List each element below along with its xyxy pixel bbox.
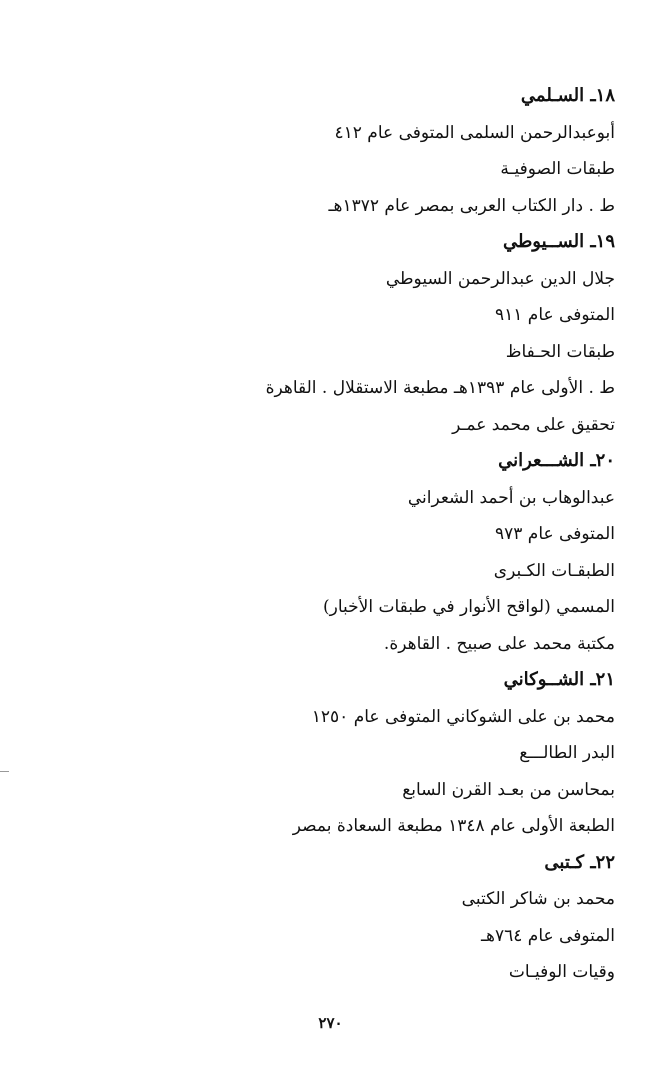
entry-line: وقيات الوفيـات xyxy=(508,962,615,982)
entry-line: محمد بن شاكر الكتبى xyxy=(461,889,615,909)
entry-line: المتوفى عام ٩٧٣ xyxy=(494,524,615,544)
entry-heading: ١٩ـ الســيوطي xyxy=(502,231,615,252)
entry-line: ط . الأولى عام ١٣٩٣هـ مطبعة الاستقلال . القاهرة xyxy=(265,378,615,398)
entry-line: مكتبة محمد على صبيح . القاهرة. xyxy=(383,633,615,654)
entry-line: طبقات الصوفيـة xyxy=(500,159,615,179)
entry-line: المتوفى عام ٩١١ xyxy=(494,305,615,325)
entry-line: المسمي (لواقح الأنوار في طبقات الأخبار) xyxy=(322,597,615,617)
entry-line: تحقيق على محمد عمـر xyxy=(452,414,615,435)
entry-line: البدر الطالـــع xyxy=(519,743,615,763)
entry-line: الطبقـات الكـبرى xyxy=(493,560,615,581)
entry-line: الطبعة الأولى عام ١٣٤٨ مطبعة السعادة بمصر xyxy=(292,816,615,836)
entry-line: جلال الدين عبدالرحمن السيوطي xyxy=(385,268,615,289)
entry-heading: ٢٢ـ كـتبى xyxy=(544,851,615,873)
entry-heading: ٢٠ـ الشـــعراني xyxy=(498,450,615,471)
entry-line: طبقات الحـفاظ xyxy=(505,341,615,362)
page-number: ٢٧٠ xyxy=(318,1014,343,1032)
entry-heading: ٢١ـ الشــوكاني xyxy=(503,669,615,690)
entry-line: محمد بن على الشوكاني المتوفى عام ١٢٥٠ xyxy=(311,706,615,727)
bibliography-list xyxy=(215,78,615,991)
entry-line: أبوعبدالرحمن السلمى المتوفى عام ٤١٢ xyxy=(334,122,615,143)
entry-line: المتوفى عام ٧٦٤هـ xyxy=(481,925,615,946)
entry-line: ط . دار الكتاب العربى بمصر عام ١٣٧٢هـ xyxy=(328,195,615,216)
margin-mark xyxy=(0,771,9,772)
entry-heading: ١٨ـ السـلمي xyxy=(520,85,615,106)
entry-line: بمحاسن من بعـد القرن السابع xyxy=(402,779,615,800)
entry-line: عبدالوهاب بن أحمد الشعراني xyxy=(407,487,615,508)
